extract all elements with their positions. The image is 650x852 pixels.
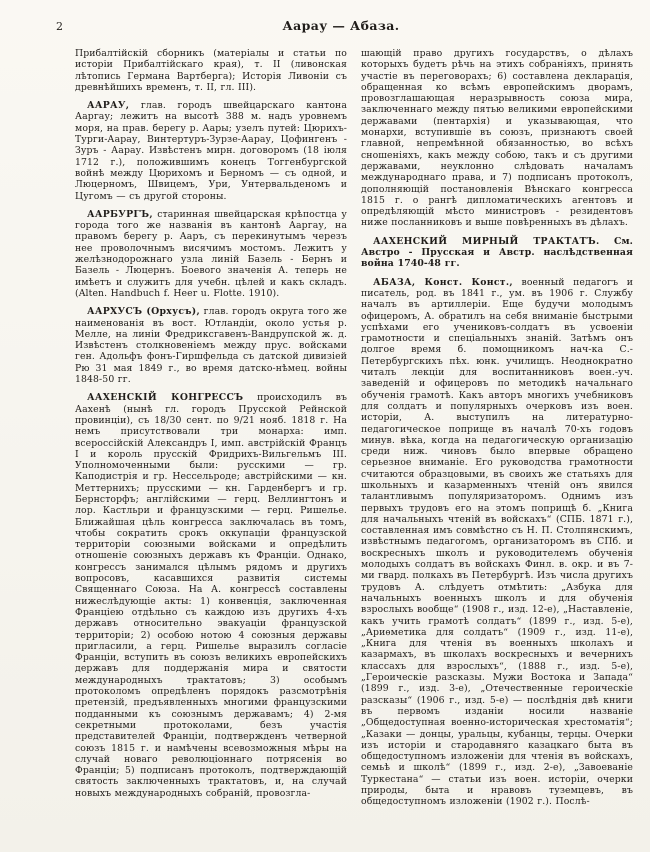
article-term: ААХЕНСКІЙ КОНГРЕССЪ <box>87 392 244 404</box>
page-number: 2 <box>56 20 63 33</box>
continuation-paragraph: Прибалтійскій сборникъ (матеріалы и статьи по исторіи Прибалтійскаго края), т. II (ливонская лѣтопись Германа Вартберга); Исторія Ливоніи съ древнѣйшихъ временъ, т. II, гл. III). <box>75 48 347 93</box>
article-paragraph: ААХЕНСКІЙ КОНГРЕССЪ происходилъ въ Аахенѣ (нынѣ гл. городъ Прусской Рейнской провинціи), съ 18/30 сент. по 9/21 нояб. 1818 г. На немъ присутствовали три монарха: имп. всероссійскій Александръ I, имп. австрійскій Францъ I и король прусскій Фридрихъ-Вильгельмъ III. Уполномоченными были: русскими — гр. Каподистрія и гр. Нессельроде; австрійскими — кн. Меттернихъ; прусскими — кн. Гарденбергъ и гр. Бернсторфъ; англійскими — герц. Веллингтонъ и лор. Кастльри и французскими — герц. Ришелье. Ближайшая цѣль конгресса заключалась въ томъ, чтобы сократить срокъ оккупаціи французской территоріи союзными войсками и опредѣлить отношеніе союзныхъ державъ къ Франціи. Однако, конгрессъ занимался цѣлымъ рядомъ и другихъ вопросовъ, касавшихся развитія системы Священнаго Союза. На А. конгрессѣ составлены нижеслѣдующіе акты: 1) конвенція, заключенная Франціею отдѣльно съ каждою изъ другихъ 4-хъ державъ относительно эвакуаціи французской территоріи; 2) особою нотою 4 союзныя державы пригласили, а герц. Ришелье выразилъ согласіе Франціи, вступить въ союзъ великихъ европейскихъ державъ для поддержанія мира и святости международныхъ трактатовъ; 3) особымъ протоколомъ опредѣленъ порядокъ разсмотрѣнія претензій, предъявленныхъ многими французскими подданными къ союзнымъ державамъ; 4) 2-мя секретными протоколами, безъ участія представителей Франціи, подтвержденъ четверной союзъ 1815 г. и намѣчены всевозможныя мѣры на случай новаго революціоннаго потрясенія во Франціи; 5) подписанъ протоколъ, подтверждающій святость заключенныхъ трактатовъ, и, на случай новыхъ международныхъ собраній, провозгла- <box>75 392 347 799</box>
article-term: ААХЕНСКИЙ МИРНЫЙ ТРАКТАТЪ. <box>373 235 600 247</box>
continuation-paragraph: шающій право другихъ государствъ, о дѣлахъ которыхъ будетъ рѣчь на этихъ собраніяхъ, принять участіе въ переговорахъ; 6) составлена декларація, обращенная ко всѣмъ европейскимъ дворамъ, провозглашающая неразрывность союза мира, заключеннаго между пятью великими европейскими державами (пентархія) и указывающая, что монархи, вступившіе въ союзъ, признаютъ своей главной, непремѣнной обязанностью, во всѣхъ сношеніяхъ, какъ между собою, такъ и съ другими державами, неуклонно слѣдовать началамъ международнаго права, и 7) подписанъ протоколъ, дополняющій постановленія Вѣнскаго конгресса 1815 г. о рангѣ дипломатическихъ агентовъ и опредѣляющій мѣсто министровъ - резидентовъ ниже посланниковъ и выше повѣренныхъ въ дѣлахъ. <box>361 48 633 229</box>
article-term: ААРАУ, <box>87 100 130 112</box>
article-term: ААРХУСЪ (Орхусъ), <box>87 306 200 318</box>
left-column <box>75 48 347 808</box>
running-title: Аарау — Абаза. <box>282 18 400 33</box>
article-paragraph: АБАЗА, Конст. Конст., военный педагогъ и писатель, род. въ 1841 г., ум. въ 1906 г. Службу началъ въ артиллеріи. Еще будучи молодымъ офицеромъ, А. обратилъ на себя вниманіе быстрыми успѣхами его учениковъ-солдатъ въ усвоеніи грамотности и спеціальныхъ знаній. Затѣмъ онъ долгое время б. помощникомъ нач-ка С.-Петербургскихъ пѣх. юнк. училищъ. Неоднократно читалъ лекціи для воспитанниковъ воен.-уч. заведеній и офицеровъ по методикѣ начальнаго обученія грамотѣ. Какъ авторъ многихъ учебниковъ для солдатъ и популярныхъ очерковъ изъ воен. исторіи, А. выступилъ на литературно-педагогическое поприще въ началѣ 70-хъ годовъ минув. вѣка, когда на педагогическую организацію среди ниж. чиновъ было впервые обращено серьезное вниманіе. Его руководства грамотности считаются образцовыми, въ своихъ же статьяхъ для школьныхъ и казарменныхъ чтеній онъ явился талантливымъ популяризаторомъ. Однимъ изъ первыхъ трудовъ его на этомъ поприщѣ б. „Книга для начальныхъ чтеній въ войскахъ“ (СПБ. 1871 г.), составленная имъ совмѣстно съ Н. П. Столпянскимъ, извѣстнымъ педагогомъ, организаторомъ въ СПб. и воскресныхъ школъ и руководителемъ обученія молодыхъ солдатъ въ войскахъ Финл. в. окр. и въ 7-ми гвард. полкахъ въ Петербургѣ. Изъ числа другихъ трудовъ А. слѣдуетъ отмѣтить: „Азбука для начальныхъ военныхъ школъ и для обученія взрослыхъ вообще“ (1908 г., изд. 12-е), „Наставленіе, какъ учить грамотѣ солдатъ“ (1899 г., изд. 5-е), „Ариѳметика для солдатъ“ (1909 г., изд. 11-е), „Книга для чтенія въ военныхъ школахъ и казармахъ, въ школахъ воскресныхъ и вечернихъ классахъ для взрослыхъ“, (1888 г., изд. 5-е), „Героическіе разсказы. Мужи Востока и Запада“ (1899 г., изд. 3-е), „Отечественные героическіе разсказы“ (1906 г., изд. 5-е) — послѣднія двѣ книги въ первомъ изданіи носили названіе „Общедоступная военно-историческая хрестоматія“; „Казаки — донцы, уральцы, кубанцы, терцы. Очерки изъ исторіи и стародавняго казацкаго быта въ общедоступномъ изложеніи для чтенія въ войскахъ, семьѣ и школѣ“ (1899 г., изд. 2-е), „Завоеваніе Туркестана“ — статьи изъ воен. исторіи, очерки природы, быта и нравовъ туземцевъ, въ общедоступномъ изложеніи (1902 г.). Послѣ- <box>361 276 634 808</box>
text-columns <box>75 48 633 808</box>
article-paragraph: ААРХУСЪ (Орхусъ), глав. городъ округа того же наименованія въ вост. Ютландіи, около устья р. Мелле, на линіи Фредриксгавенъ-Вандрупской ж. д. Извѣстенъ столкновеніемъ между прус. войсками ген. Адольфъ фонъ-Гиршфельда съ датской дивизіей Рю 31 мая 1849 г., во время датско-нѣмец. войны 1848-50 гг. <box>75 306 348 386</box>
article-paragraph: ААХЕНСКИЙ МИРНЫЙ ТРАКТАТЪ. См. Австро - Прусская и Австр. наслѣдственная война 1740-48 гг. <box>361 235 633 270</box>
article-term: АБАЗА, Конст. Конст., <box>373 276 513 288</box>
article-paragraph: ААРАУ, глав. городъ швейцарскаго кантона Ааргау; лежитъ на высотѣ 388 м. надъ уровнемъ моря, на прав. берегу р. Аары; узелъ путей: Цюрихъ-Турги-Аарау, Винтертуръ-Зурзе-Аарау, Цофингенъ - Зуръ - Аарау. Извѣстенъ мирн. договоромъ (18 іюля 1712 г.), положившимъ конецъ Тоггенбургской войнѣ между Цюрихомъ и Берномъ — съ одной, и Люцерномъ, Швицемъ, Ури, Унтервальденомъ и Цугомъ — съ другой стороны. <box>75 100 347 202</box>
page-header <box>52 18 630 40</box>
article-term: ААРБУРГЪ, <box>87 208 153 220</box>
right-column <box>361 48 633 808</box>
article-paragraph: ААРБУРГЪ, старинная швейцарская крѣпостца у города того же названія въ кантонѣ Ааргау, на правомъ берегу р. Ааръ, съ перекинутымъ черезъ нее проволочнымъ висячимъ мостомъ. Лежитъ у желѣзнодорожнаго узла линій Базель - Бернъ и Базель - Люцернъ. Боевого значенія А. теперь не имѣетъ и служитъ для учебн. цѣлей и какъ складъ. (Alten. Handbuch f. Heer u. Flotte. 1910). <box>75 208 347 299</box>
